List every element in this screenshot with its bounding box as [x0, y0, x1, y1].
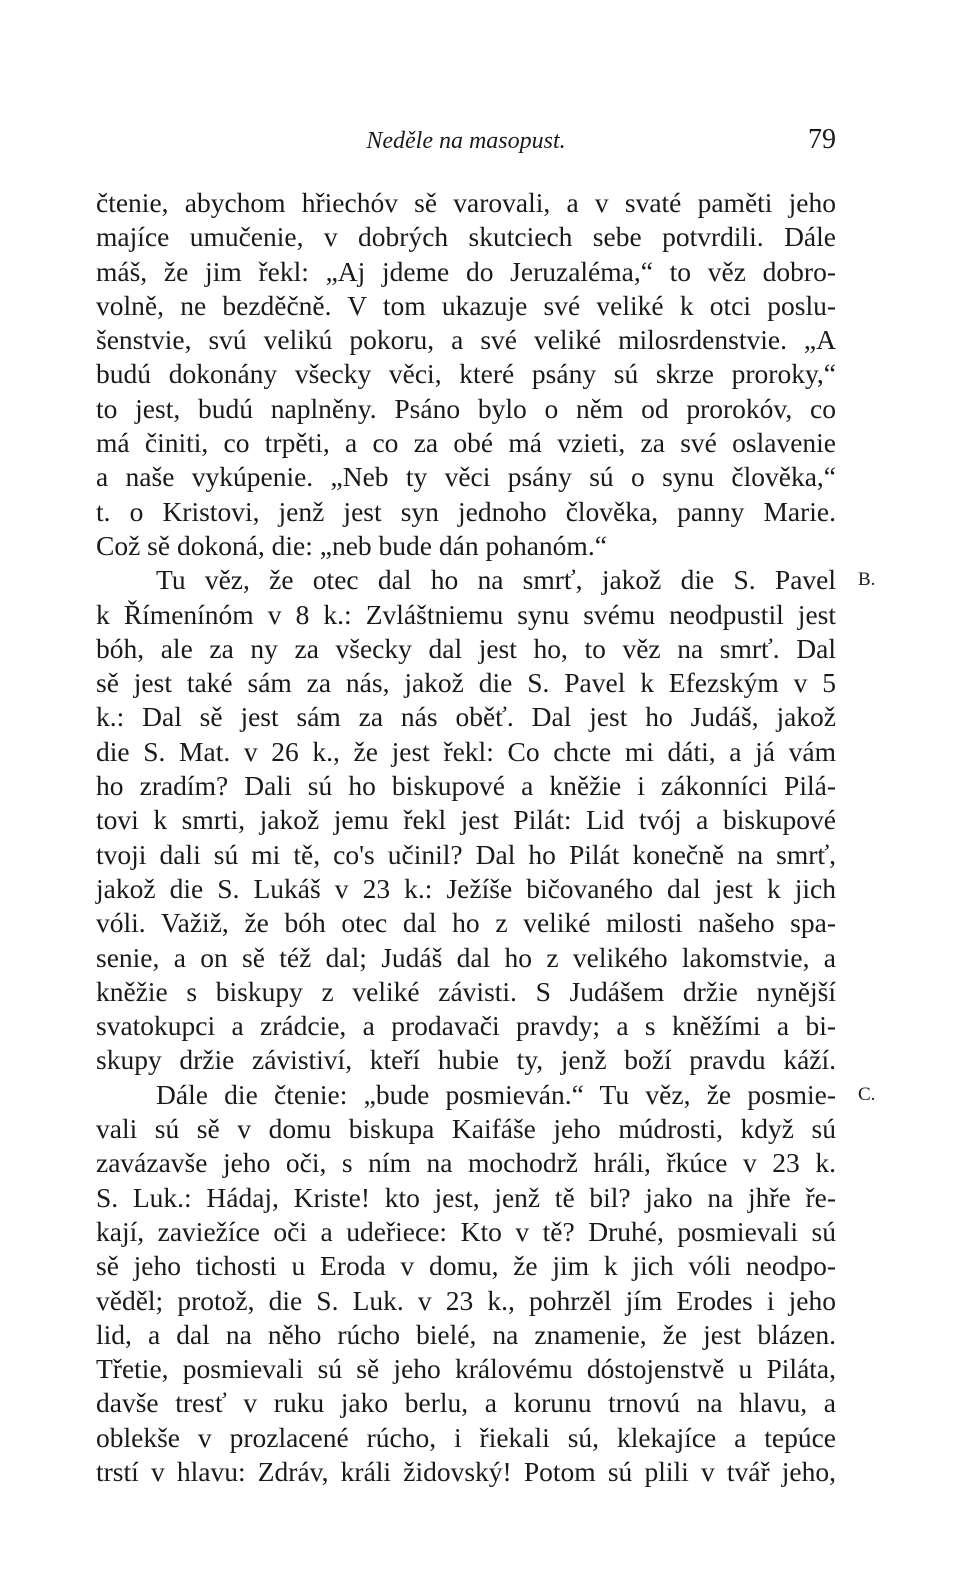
- text-line: šenstvie, svú velikú pokoru, a své veliké milosrdenstvie. „A: [96, 324, 836, 356]
- text-line: lid, a dal na něho rúcho bielé, na znamenie, že jest blázen.: [96, 1318, 836, 1350]
- text-line: jakož die S. Lukáš v 23 k.: Ježíše bičovaného dal jest k jich: [96, 872, 836, 904]
- text-line: zavázavše jeho oči, s ním na mochodrž hráli, řkúce v 23 k.: [96, 1147, 836, 1179]
- text-line: k Římenínóm v 8 k.: Zvláštniemu synu svému neodpustil jest: [96, 598, 836, 630]
- page-number: 79: [808, 124, 836, 155]
- text-line: sě jeho tichosti u Eroda v domu, že jim k jich vóli neodpo-: [96, 1250, 836, 1282]
- text-line: svatokupci a zrádcie, a prodavači pravdy; a s kněžími a bi-: [96, 1010, 836, 1042]
- text-line: k.: Dal sě jest sám za nás oběť. Dal jest ho Judáš, jakož: [96, 701, 836, 733]
- text-line: die S. Mat. v 26 k., že jest řekl: Co chcte mi dáti, a já vám: [96, 735, 836, 767]
- text-line: sě jest také sám za nás, jakož die S. Pavel k Efezským v 5: [96, 667, 836, 699]
- text-line: majíce umučenie, v dobrých skutciech sebe potvrdili. Dále: [96, 221, 836, 253]
- text-line: senie, a on sě též dal; Judáš dal ho z velikého lakomstvie, a: [96, 941, 836, 973]
- text-line: davše tresť v ruku jako berlu, a korunu trnovú na hlavu, a: [96, 1387, 836, 1419]
- text-line: tvoji dali sú mi tě, co's učinil? Dal ho Pilát konečně na smrť,: [96, 838, 836, 870]
- text-line: Třetie, posmievali sú sě jeho královému dóstojenstvě u Piláta,: [96, 1353, 836, 1385]
- text-line: budú dokonány všecky věci, které psány sú skrze proroky,“: [96, 358, 836, 390]
- text-line: Tu věz, že otec dal ho na smrť, jakož die S. Pavel: [156, 564, 836, 596]
- text-line: kají, zaviežíce oči a udeřiece: Kto v tě? Druhé, posmievali sú: [96, 1215, 836, 1247]
- text-line: kněžie s biskupy z veliké závisti. S Judášem držie nynější: [96, 975, 836, 1007]
- text-line: ho zradím? Dali sú ho biskupové a kněžie i zákonníci Pilá-: [96, 770, 836, 802]
- text-line: vali sú sě v domu biskupa Kaifáše jeho múdrosti, když sú: [96, 1113, 836, 1145]
- text-line: máš, že jim řekl: „Aj jdeme do Jeruzaléma,“ to věz dobro-: [96, 255, 836, 287]
- text-line: a naše vykúpenie. „Neb ty věci psány sú o synu člověka,“: [96, 461, 836, 493]
- text-line: věděl; protož, die S. Luk. v 23 k., pohrzěl jím Erodes i jeho: [96, 1284, 836, 1316]
- text-line: to jest, budú naplněny. Psáno bylo o něm od prorokóv, co: [96, 392, 836, 424]
- text-line: volně, ne bezděčně. V tom ukazuje své veliké k otci poslu-: [96, 289, 836, 321]
- margin-note-b: B.: [858, 569, 876, 590]
- running-title: Neděle na masopust.: [366, 128, 566, 154]
- text-line: bóh, ale za ny za všecky dal jest ho, to věz na smrť. Dal: [96, 632, 836, 664]
- text-line: t. o Kristovi, jenž jest syn jednoho člověka, panny Marie.: [96, 495, 836, 527]
- running-head: [96, 122, 836, 162]
- text-line: S. Luk.: Hádaj, Kriste! kto jest, jenž tě bil? jako na jhře ře-: [96, 1181, 836, 1213]
- text-line: trstí v hlavu: Zdráv, králi židovský! Potom sú plili v tvář jeho,: [96, 1455, 836, 1487]
- text-line: oblekše v prozlacené rúcho, i řiekali sú, klekajíce a tepúce: [96, 1421, 836, 1453]
- text-line: skupy držie závistiví, kteří hubie ty, jenž boží pravdu káží.: [96, 1044, 836, 1076]
- margin-note-c: C.: [858, 1084, 876, 1105]
- text-line: čtenie, abychom hřiechóv sě varovali, a v svaté paměti jeho: [96, 187, 836, 218]
- text-line: Což sě dokoná, die: „neb bude dán pohanóm.“: [96, 529, 607, 561]
- text-line: tovi k smrti, jakož jemu řekl jest Pilát: Lid tvój a biskupové: [96, 804, 836, 836]
- text-line: vóli. Važiž, že bóh otec dal ho z veliké milosti našeho spa-: [96, 907, 836, 939]
- text-line: Dále die čtenie: „bude posmieván.“ Tu věz, že posmie-: [156, 1078, 836, 1110]
- text-line: má činiti, co trpěti, a co za obé má vzieti, za své oslavenie: [96, 427, 836, 459]
- body-text: [96, 186, 836, 1489]
